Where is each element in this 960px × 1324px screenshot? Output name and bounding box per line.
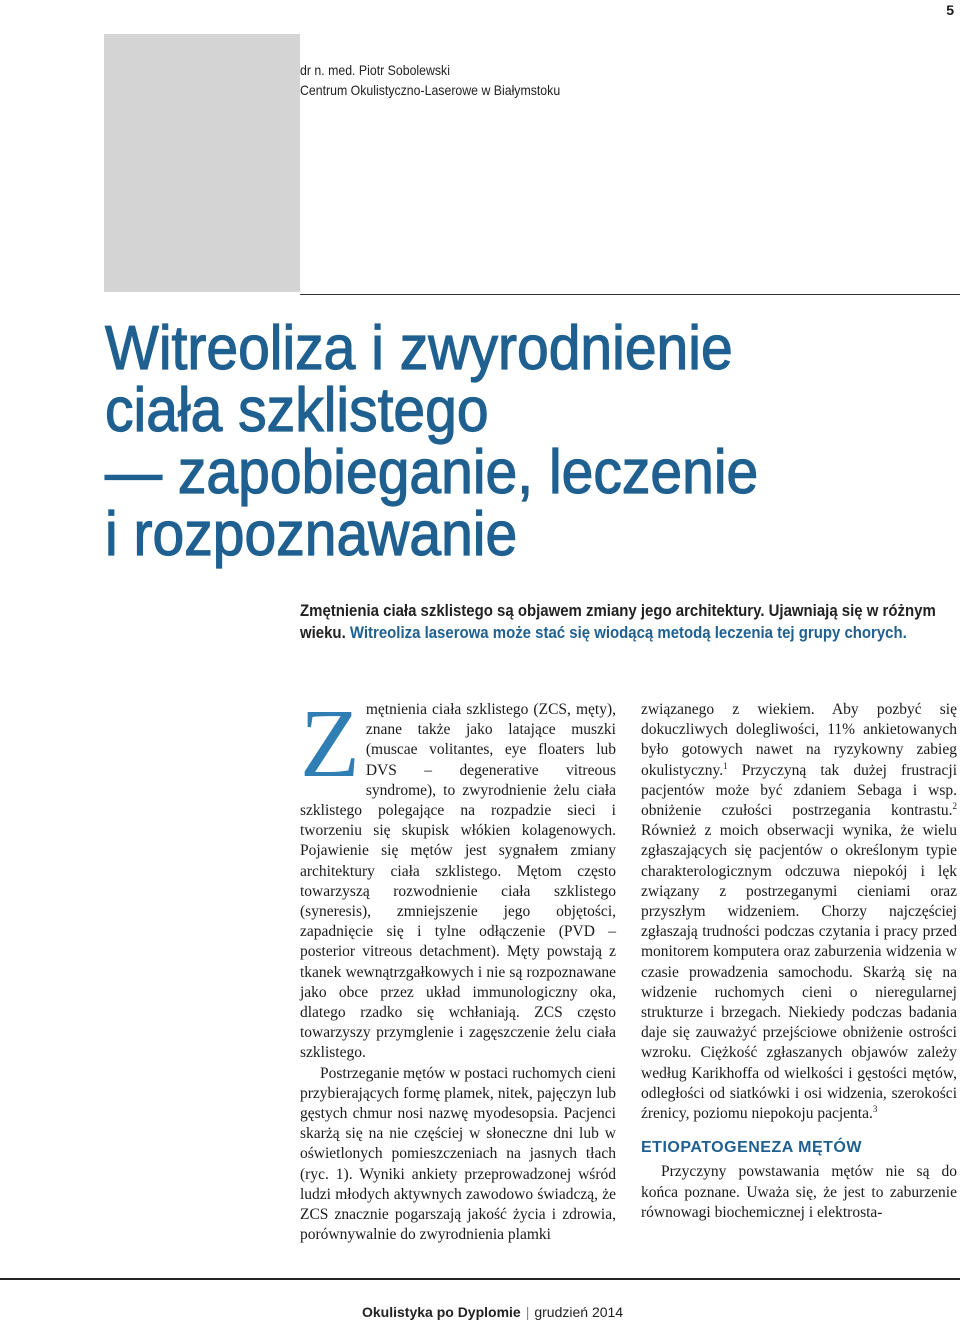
- reference-marker: 3: [872, 1103, 878, 1114]
- body-paragraph: [300, 690, 616, 1064]
- title-line: — zapobieganie, leczenie: [105, 438, 759, 507]
- reference-marker: 1: [723, 760, 728, 771]
- lead-part-2: Witreoliza laserowa może stać się wiodącą metodą leczenia tej grupy chorych.: [349, 623, 907, 642]
- page-footer: [362, 1303, 623, 1321]
- paragraph-text: związanego z wiekiem. Aby pozbyć się dokuczliwych dolegliwości, 11% ankietowanych było gotowych nawet na ryzykowny zabieg okulistyczny.: [641, 701, 957, 779]
- publication-name: Okulistyka po Dyplomie: [362, 1304, 521, 1320]
- decorative-grey-block: [104, 34, 300, 292]
- drop-cap: Z: [300, 690, 360, 798]
- paragraph-text: Również z moich obserwacji wynika, że wielu zgłaszających się pacjentów o określonym typie charakterologicznym odczuwa niepokój i lęk związany z postrzeganymi cieniami oraz przyszłym widzeniem. Chorzy najczęściej zgłaszają trudności podczas czytania i pracy przed monitorem komputera oraz zaburzenia widzenia w czasie prowadzenia samochodu. Skarżą się na widzenie ruchomych cieni o nieregularnej strukturze i brzegach. Niekiedy podczas badania daje się zauważyć przejściowe obniżenie ostrości wzroku. Ciężkość zgłaszanych objawów zależy według Karikhoffa od wielkości i gęstości mętów, odległości od siatkówki i osi widzenia, szerokości źrenicy, poziomu niepokoju pacjenta.: [641, 822, 957, 1123]
- title-line: ciała szklistego: [105, 376, 489, 445]
- body-paragraph: Postrzeganie mętów w postaci ruchomych cieni przybierających formę plamek, nitek, pajęczyn lub gęstych chmur nosi nazwę myodesopsia. Pacjenci skarżą się na nie częściej w słoneczne dni lub w oświetlonych pomieszczeniach na jasnych tłach (ryc. 1). Wyniki ankiety przeprowadzonej wśród ludzi młodych aktywnych zawodowo świadczą, że ZCS znacznie pogarszają jakość życia i zdrowia, porównywalnie do zwyrodnienia plamki: [300, 1064, 616, 1244]
- title-line: i rozpoznawanie: [105, 500, 518, 569]
- body-paragraph: Przyczyny powstawania mętów nie są do końca poznane. Uważa się, że jest to zaburzenie równowagi biochemicznej i elektrosta-: [641, 1163, 957, 1221]
- title-line: Witreoliza i zwyrodnienie: [105, 314, 733, 383]
- author-affiliation: Centrum Okulistyczno-Laserowe w Białymstoku: [300, 82, 561, 98]
- section-heading: ETIOPATOGENEZA MĘTÓW: [641, 1139, 862, 1157]
- issue-date: grudzień 2014: [534, 1304, 624, 1320]
- lead-part-1: Zmętnienia ciała szklistego są objawem zmiany jego architektury. Ujawniają się w różnym wieku.: [300, 601, 936, 642]
- author-name: dr n. med. Piotr Sobolewski: [300, 62, 450, 78]
- footer-separator: |: [525, 1304, 530, 1320]
- body-column-right: [641, 700, 957, 1223]
- body-paragraph: [641, 700, 957, 1124]
- paragraph-text: mętnienia ciała szklistego (ZCS, męty), znane także jako latające muszki (muscae volitantes, eye floaters lub DVS – degenerative vitreous syndrome), to zwyrodnienie żelu ciała szklistego polegające na rozpadzie sieci i tworzeniu się skupisk włókien kolagenowych. Pojawienie się mętów jest sygnałem zmiany architektury ciała szklistego. Mętom często towarzyszą rozwodnienie ciała szklistego (syneresis), zmniejszenie jego objętości, zapadnięcie się i tylne odłączenie (PVD – posterior vitreous detachment). Męty powstają z tkanek wewnątrzgałkowych i nie są rozpoznawane jako obce przez układ immunologiczny oka, dlatego rzadko się wchłaniają. ZCS często towarzyszy przymglenie i zagęszczenie żelu ciała szklistego.: [300, 701, 616, 1062]
- footer-divider: [0, 1278, 960, 1280]
- body-column-left: [300, 690, 616, 1245]
- article-lead: [300, 600, 944, 644]
- author-block: [300, 60, 560, 100]
- page-number: 5: [946, 2, 954, 18]
- reference-marker: 2: [952, 800, 957, 811]
- header-divider: [300, 294, 960, 295]
- paragraph-text: Przyczyną tak dużej frustracji pacjentów może być zdaniem Sebaga i wsp. obniżenie czułości postrzegania kontrastu.: [641, 761, 957, 820]
- article-title: [105, 314, 887, 569]
